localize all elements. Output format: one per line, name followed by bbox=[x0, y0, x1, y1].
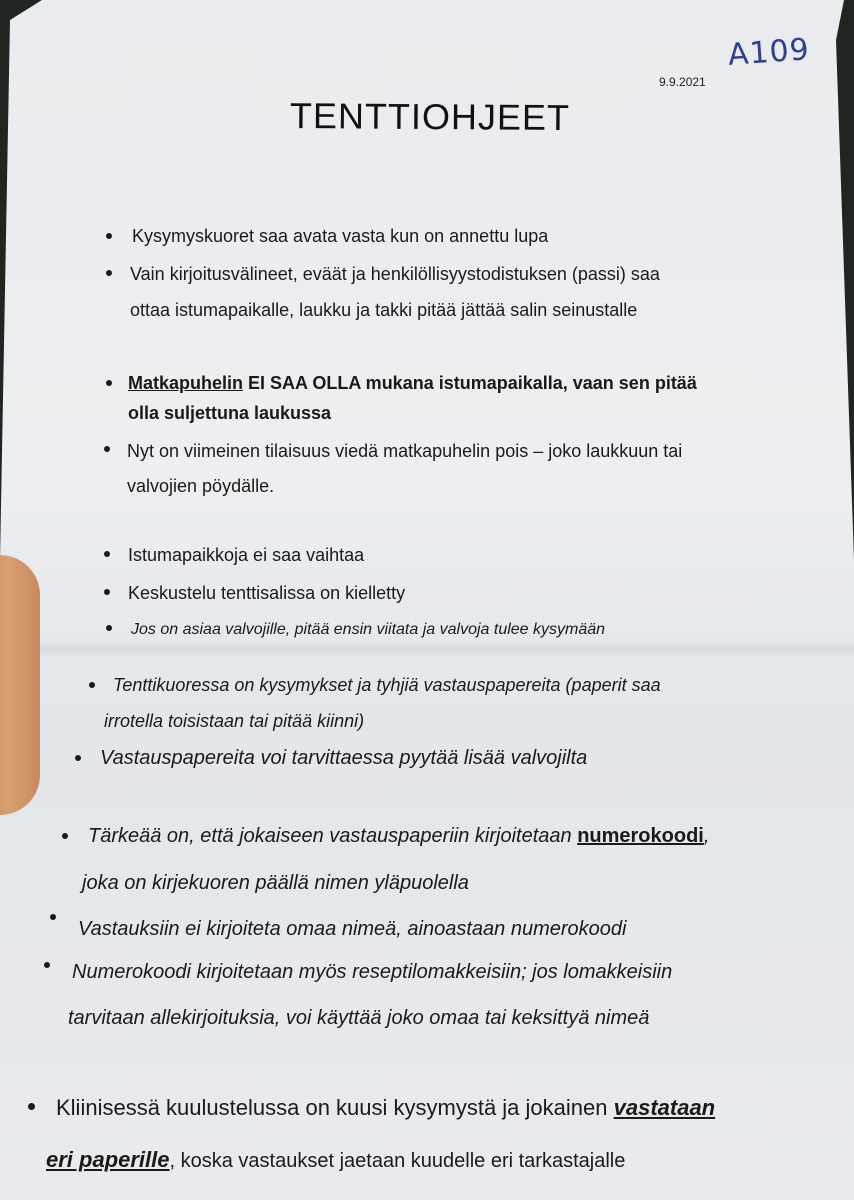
number-code-keyword: numerokoodi bbox=[577, 825, 704, 847]
bullet-icon bbox=[106, 380, 112, 386]
bullet-icon bbox=[104, 446, 110, 452]
list-item: Vastauspapereita voi tarvittaessa pyytää lisää valvojilta bbox=[100, 747, 588, 769]
list-item: Tenttikuoressa on kysymykset ja tyhjiä vastauspapereita (paperit saa bbox=[113, 675, 661, 695]
phone-keyword: Matkapuhelin bbox=[128, 373, 244, 393]
handwritten-code: A109 bbox=[726, 32, 811, 73]
bullet-icon bbox=[106, 625, 112, 631]
answer-sheet-rule: Tärkeää on, että jokaiseen vastauspaperiin kirjoitetaan bbox=[88, 825, 578, 847]
list-item-continued: irrotella toisistaan tai pitää kiinni) bbox=[104, 711, 365, 731]
list-item: Numerokoodi kirjoitetaan myös reseptilomakkeisiin; jos lomakkeisiin bbox=[72, 961, 673, 983]
list-item-continued: valvojien pöydälle. bbox=[127, 476, 275, 496]
list-item: Istumapaikkoja ei saa vaihtaa bbox=[128, 545, 365, 565]
list-item: Jos on asiaa valvojille, pitää ensin viitata ja valvoja tulee kysymään bbox=[131, 621, 606, 638]
list-item bbox=[88, 818, 709, 854]
list-item: Nyt on viimeinen tilaisuus viedä matkapuhelin pois – joko laukkuun tai bbox=[127, 441, 683, 461]
list-item-continued: joka on kirjekuoren päällä nimen yläpuolella bbox=[82, 872, 469, 894]
bullet-icon bbox=[44, 962, 50, 968]
bullet-icon bbox=[104, 589, 110, 595]
bullet-icon bbox=[50, 914, 56, 920]
comma: , bbox=[703, 825, 710, 847]
bullet-icon bbox=[89, 682, 95, 688]
list-item: Keskustelu tenttisalissa on kielletty bbox=[128, 583, 406, 603]
phone-rule: EI SAA OLLA mukana istumapaikalla, vaan sen pitää bbox=[243, 373, 697, 393]
list-item: Kysymyskuoret saa avata vasta kun on annettu lupa bbox=[132, 226, 549, 246]
list-item-continued: ottaa istumapaikalle, laukku ja takki pitää jättää salin seinustalle bbox=[130, 300, 638, 320]
page-title: TENTTIOHJEET bbox=[289, 95, 571, 138]
list-item-continued bbox=[46, 1134, 625, 1187]
separate-paper-keyword: eri paperille bbox=[46, 1147, 170, 1172]
finger bbox=[0, 555, 40, 815]
bullet-icon bbox=[75, 755, 81, 761]
list-item: Vain kirjoitusvälineet, eväät ja henkilöllisyystodistuksen (passi) saa bbox=[130, 264, 660, 284]
list-item: Vastauksiin ei kirjoiteta omaa nimeä, ainoastaan numerokoodi bbox=[78, 918, 627, 940]
bullet-icon bbox=[106, 270, 112, 276]
reason-text: , koska vastaukset jaetaan kuudelle eri tarkastajalle bbox=[169, 1150, 626, 1172]
bullet-icon bbox=[104, 551, 110, 557]
list-item bbox=[56, 1082, 715, 1134]
bullet-icon bbox=[106, 233, 112, 239]
date: 9.9.2021 bbox=[659, 75, 706, 89]
list-item-continued: tarvitaan allekirjoituksia, voi käyttää joko omaa tai keksittyä nimeä bbox=[68, 1007, 650, 1029]
bullet-icon bbox=[28, 1103, 35, 1110]
list-item-continued: olla suljettuna laukussa bbox=[128, 403, 332, 423]
clinical-exam-rule: Kliinisessä kuulustelussa on kuusi kysymystä ja jokainen bbox=[56, 1095, 614, 1120]
answer-keyword: vastataan bbox=[613, 1095, 716, 1120]
bullet-icon bbox=[62, 833, 68, 839]
